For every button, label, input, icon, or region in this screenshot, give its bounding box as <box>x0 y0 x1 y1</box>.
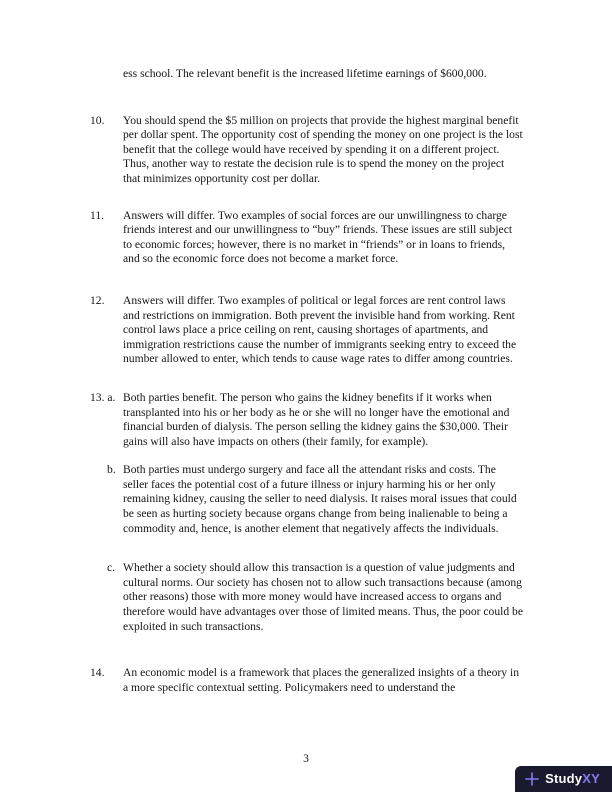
answer-item-13c <box>107 561 523 634</box>
answer-item-12 <box>90 294 523 367</box>
item-number: 13. a. <box>90 390 116 404</box>
answer-item-11 <box>90 209 523 267</box>
answer-item-13b <box>107 463 523 536</box>
item-text: You should spend the $5 million on projects that provide the highest marginal benefit per dollar spent. The opportunity cost of spending the money on one project is the lost benefit that the college would have received by spending it on a different project. Thus, another way to restate the decision rule is to spend the money on the project that minimizes opportunity cost per dollar. <box>123 113 523 185</box>
studyxy-logo <box>515 766 612 792</box>
answer-item-10 <box>90 114 523 187</box>
answer-item-14 <box>90 666 523 695</box>
item-number: c. <box>107 561 116 575</box>
item-number: 11. <box>90 208 105 222</box>
item-text: An economic model is a framework that places the generalized insights of a theory in a more specific contextual setting. Policymakers need to understand the <box>123 666 519 694</box>
plus-icon <box>525 772 539 786</box>
item-text: Answers will differ. Two examples of social forces are our unwillingness to charge friends interest and our unwillingness to “buy” friends. These issues are still subject to economic forces; however, there is no market in “friends” or in loans to friends, and so the economic force does not become a market force. <box>123 208 513 266</box>
page-number: 3 <box>303 752 309 765</box>
item-number: b. <box>107 463 116 477</box>
answers-content <box>90 67 523 695</box>
brand-text <box>545 771 600 787</box>
item-text: Both parties must undergo surgery and face all the attendant risks and costs. The seller faces the potential cost of a future illness or injury harming his or her only remaining kidney, causing the seller to need dialysis. It raises moral issues that could be seen as hurting society because organs change from being inalienable to being a commodity and, hence, is another element that negatively affects the individuals. <box>123 463 517 535</box>
brand-text-primary: Study <box>545 770 583 786</box>
item-number: 14. <box>90 666 105 680</box>
item-text: Whether a society should allow this transaction is a question of value judgments and cultural norms. Our society has chosen not to allow such transactions because (among other reasons) those with more money would have increased access to organs and therefore would have advantages over those of limited means. Thus, the poor could be exploited in such transactions. <box>123 561 523 633</box>
item-text: Both parties benefit. The person who gains the kidney benefits if it works when transplanted into his or her body as he or she will no longer have the emotional and financial burden of dialysis. The person selling the kidney gains the $30,000. Their gains will also have impacts on others (their family, for example). <box>123 390 510 448</box>
brand-text-accent: XY <box>582 770 600 786</box>
item-number: 12. <box>90 293 105 307</box>
item-number: 10. <box>90 113 105 127</box>
answer-item-13a <box>90 391 523 449</box>
item-text: Answers will differ. Two examples of political or legal forces are rent control laws and restrictions on immigration. Both prevent the invisible hand from working. Rent control laws place a price ceiling on rent, causing shortages of apartments, and immigration restrictions cause the number of immigrants seeking entry to exceed the number allowed to enter, which tends to cause wage rates to differ among countries. <box>123 293 517 366</box>
paragraph-fragment: ess school. The relevant benefit is the increased lifetime earnings of $600,000. <box>123 67 487 80</box>
